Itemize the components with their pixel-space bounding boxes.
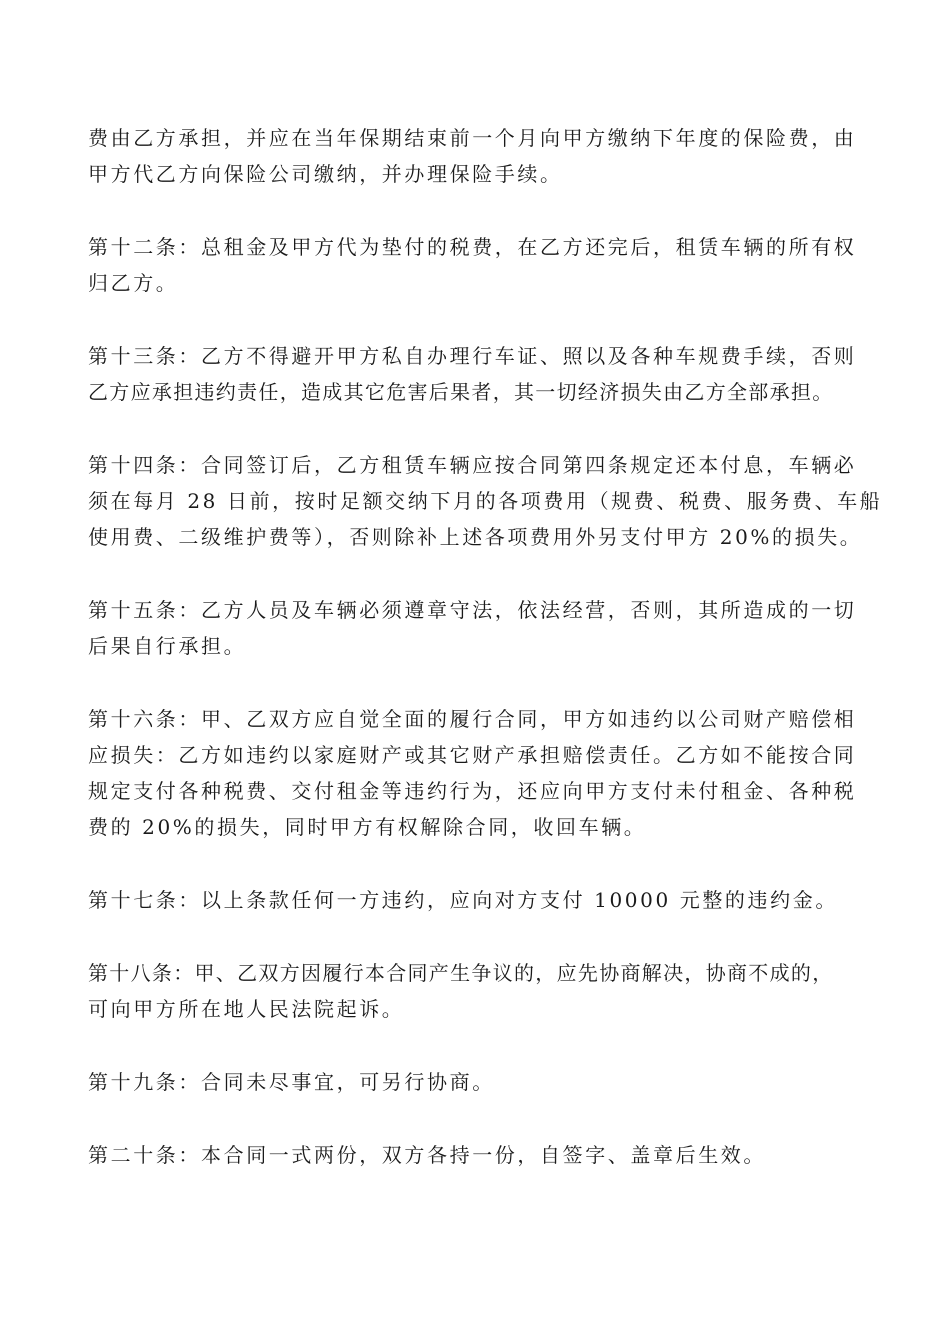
text-line: 第十七条：以上条款任何一方违约，应向对方支付 10000 元整的违约金。 bbox=[88, 888, 838, 912]
text-line: 甲方代乙方向保险公司缴纳，并办理保险手续。 bbox=[88, 162, 563, 186]
article-18 bbox=[88, 955, 878, 1027]
text-line: 第十二条：总租金及甲方代为垫付的税费，在乙方还完后，租赁车辆的所有权 bbox=[88, 235, 857, 259]
text-line: 第十四条：合同签订后，乙方租赁车辆应按合同第四条规定还本付息，车辆必 bbox=[88, 453, 857, 477]
article-20 bbox=[88, 1137, 878, 1173]
article-15 bbox=[88, 592, 878, 664]
text-line: 第十五条：乙方人员及车辆必须遵章守法，依法经营，否则，其所造成的一切 bbox=[88, 598, 857, 622]
text-line: 使用费、二级维护费等），否则除补上述各项费用外另支付甲方 20%的损失。 bbox=[88, 525, 863, 549]
text-line: 后果自行承担。 bbox=[88, 634, 247, 658]
article-14 bbox=[88, 447, 883, 555]
text-line: 应损失：乙方如违约以家庭财产或其它财产承担赔偿责任。乙方如不能按合同 bbox=[88, 743, 857, 767]
text-line: 可向甲方所在地人民法院起诉。 bbox=[88, 997, 405, 1021]
text-line: 第十九条：合同未尽事宜，可另行协商。 bbox=[88, 1070, 495, 1094]
text-line: 第十三条：乙方不得避开甲方私自办理行车证、照以及各种车规费手续，否则 bbox=[88, 344, 857, 368]
document-body bbox=[88, 120, 883, 1210]
paragraph-insurance-continued bbox=[88, 120, 878, 192]
article-12 bbox=[88, 229, 878, 301]
text-line: 费的 20%的损失，同时甲方有权解除合同，收回车辆。 bbox=[88, 815, 647, 839]
article-17 bbox=[88, 882, 878, 918]
article-19 bbox=[88, 1064, 878, 1100]
text-line: 第二十条：本合同一式两份，双方各持一份，自签字、盖章后生效。 bbox=[88, 1143, 766, 1167]
text-line: 规定支付各种税费、交付租金等违约行为，还应向甲方支付未付租金、各种税 bbox=[88, 779, 857, 803]
text-line: 第十八条：甲、乙双方因履行本合同产生争议的，应先协商解决，协商不成的， bbox=[88, 961, 834, 985]
text-line: 归乙方。 bbox=[88, 271, 179, 295]
text-line: 第十六条：甲、乙双方应自觉全面的履行合同，甲方如违约以公司财产赔偿相 bbox=[88, 707, 857, 731]
article-16 bbox=[88, 701, 878, 845]
article-13 bbox=[88, 338, 878, 410]
text-line: 须在每月 28 日前，按时足额交纳下月的各项费用（规费、税费、服务费、车船 bbox=[88, 489, 883, 513]
text-line: 费由乙方承担，并应在当年保期结束前一个月向甲方缴纳下年度的保险费，由 bbox=[88, 126, 857, 150]
text-line: 乙方应承担违约责任，造成其它危害后果者，其一切经济损失由乙方全部承担。 bbox=[88, 380, 834, 404]
